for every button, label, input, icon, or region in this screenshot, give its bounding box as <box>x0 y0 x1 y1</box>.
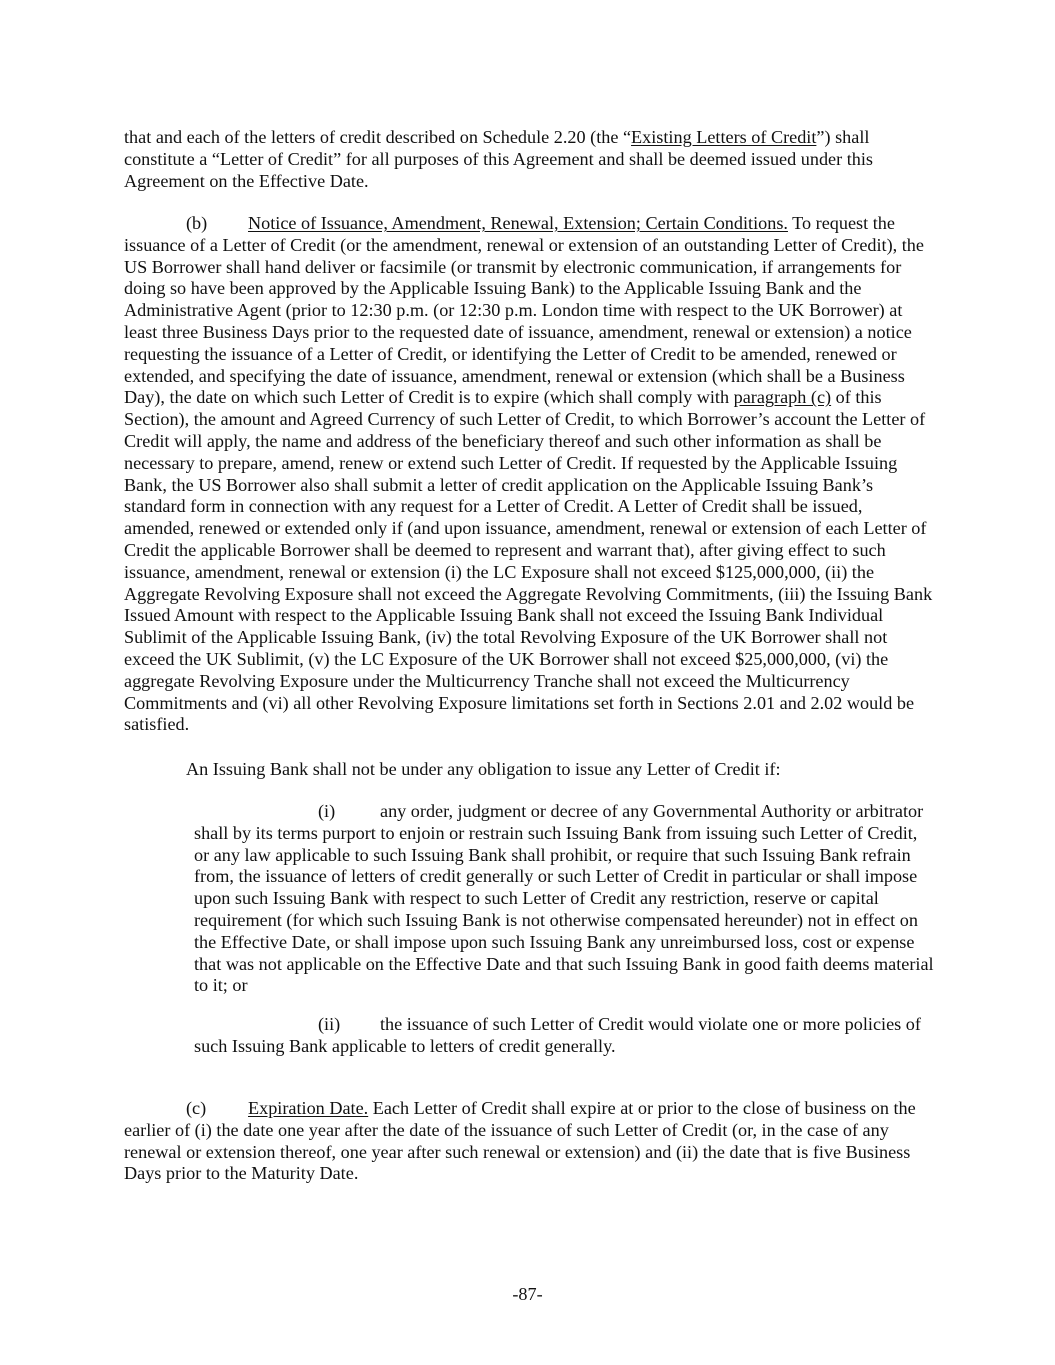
existing-letters-of-credit-term: Existing Letters of Credit <box>631 127 817 147</box>
clause-ii-label: (ii) <box>318 1014 341 1034</box>
clause-ii-paragraph <box>194 1014 934 1058</box>
intro-paragraph <box>124 127 937 192</box>
page-number: -87- <box>512 1284 543 1304</box>
intro-text-start: that and each of the letters of credit described on Schedule 2.20 (the “ <box>124 127 632 147</box>
section-c-text: Each Letter of Credit shall expire at or prior to the close of business on the earlier of (i) the date one year after the date of the issuance of such Letter of Credit (or, in the case of any renewal or extension thereof, one year after such renewal or extension) and (ii) the date that is five Business Days prior to the Maturity Date. <box>124 1098 916 1184</box>
section-c-paragraph <box>124 1098 937 1185</box>
section-b-paragraph <box>124 213 937 736</box>
clause-i-text: any order, judgment or decree of any Governmental Authority or arbitrator shall by its terms purport to enjoin or restrain such Issuing Bank from issuing such Letter of Credit, or any law applicable to such Issuing Bank shall prohibit, or require that such Issuing Bank refrain from, the issuance of letters of credit generally or such Letter of Credit in particular or shall impose upon such Issuing Bank with respect to such Letter of Credit any restriction, reserve or capital requirement (for which such Issuing Bank is not otherwise compensated hereunder) not in effect on the Effective Date, or shall impose upon such Issuing Bank any unreimbursed loss, cost or expense that was not applicable on the Effective Date and that such Issuing Bank in good faith deems material to it; or <box>194 801 934 996</box>
section-c-heading: Expiration Date. <box>248 1098 369 1118</box>
clause-i-label: (i) <box>318 801 336 821</box>
clause-ii-text: the issuance of such Letter of Credit would violate one or more policies of such Issuing Bank applicable to letters of credit generally. <box>194 1014 921 1056</box>
intro-text-end: ”) shall constitute a “Letter of Credit” for all purposes of this Agreement and shall be deemed issued under this Agreement on the Effective Date. <box>124 127 874 191</box>
section-c-label: (c) <box>186 1098 207 1118</box>
section-b-text-start: To request the issuance of a Letter of Credit (or the amendment, renewal or extension of an outstanding Letter of Credit), the US Borrower shall hand deliver or facsimile (or transmit by electronic communication, if arrangements for doing so have been approved by the Applicable Issuing Bank) to the Applicable Issuing Bank and the Administrative Agent (prior to 12:30 p.m. (or 12:30 p.m. London time with respect to the UK Borrower) at least three Business Days prior to the requested date of issuance, amendment, renewal or extension) a notice requesting the issuance of a Letter of Credit, or identifying the Letter of Credit to be amended, renewed or extended, and specifying the date of issuance, amendment, renewal or extension (which shall be a Business Day), the date on which such Letter of Credit is to expire (which shall comply with <box>124 213 924 408</box>
issuing-bank-paragraph <box>186 759 946 781</box>
issuing-bank-text: An Issuing Bank shall not be under any obligation to issue any Letter of Credit if: <box>186 759 781 779</box>
section-b-label: (b) <box>186 213 208 233</box>
section-b-heading: Notice of Issuance, Amendment, Renewal, Extension; Certain Conditions. <box>248 213 788 233</box>
clause-i-paragraph <box>194 801 934 997</box>
paragraph-c-reference: paragraph (c) <box>733 387 832 408</box>
section-b-text-end: of this Section), the amount and Agreed Currency of such Letter of Credit, to which Borrower’s account the Letter of Credit will apply, the name and address of the beneficiary thereof and such other information as shall be necessary to prepare, amend, renew or extend such Letter of Credit. If requested by the Applicable Issuing Bank, the US Borrower also shall submit a letter of credit application on the Applicable Issuing Bank’s standard form in connection with any request for a Letter of Credit. A Letter of Credit shall be issued, amended, renewed or extended only if (and upon issuance, amendment, renewal or extension of each Letter of Credit the applicable Borrower shall be deemed to represent and warrant that), after giving effect to such issuance, amendment, renewal or extension (i) the LC Exposure shall not exceed $125,000,000, (ii) the Aggregate Revolving Exposure shall not exceed the Aggregate Revolving Commitments, (iii) the Issuing Bank Issued Amount with respect to the Applicable Issuing Bank shall not exceed the Issuing Bank Individual Sublimit of the Applicable Issuing Bank, (iv) the total Revolving Exposure of the UK Borrower shall not exceed the UK Sublimit, (v) the LC Exposure of the UK Borrower shall not exceed $25,000,000, (vi) the aggregate Revolving Exposure under the Multicurrency Tranche shall not exceed the Multicurrency Commitments and (vi) all other Revolving Exposure limitations set forth in Sections 2.01 and 2.02 would be satisfied. <box>124 387 933 735</box>
